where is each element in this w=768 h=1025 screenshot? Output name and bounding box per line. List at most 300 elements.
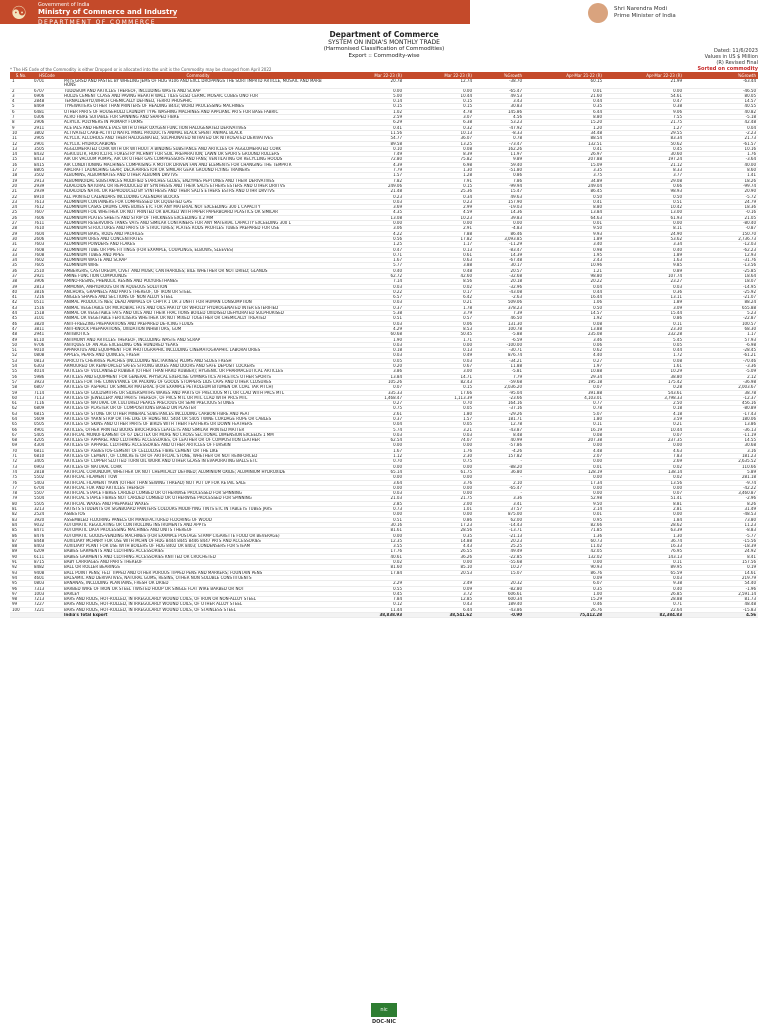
- table-cell: 0.17: [404, 289, 474, 294]
- department-label: DEPARTMENT OF COMMERCE: [38, 17, 177, 26]
- table-cell: 88.24: [684, 300, 758, 305]
- table-cell: ALKALOIDS NATRL OR REPRODUCED BY SYNTHESIS AND THEIR SALTS ETHERS ESTRS AND OTHR DRVTVS: [62, 189, 334, 194]
- table-cell: 2.50: [604, 401, 684, 406]
- column-header[interactable]: %Growth: [474, 72, 524, 79]
- table-cell: 1.84: [604, 517, 684, 522]
- table-cell: -73.47: [474, 141, 524, 146]
- column-header[interactable]: Mar 22-23 (R): [334, 72, 404, 79]
- table-cell: 0.41: [524, 199, 604, 204]
- table-cell: 1518: [32, 311, 62, 316]
- table-cell: 6707: [32, 88, 62, 93]
- column-header[interactable]: S.No.: [10, 72, 32, 79]
- table-cell: 157.82: [474, 454, 524, 459]
- table-cell: 11.97: [474, 152, 524, 157]
- table-cell: 36.07: [404, 136, 474, 141]
- table-cell: 44: [10, 311, 32, 316]
- table-cell: ALUMINIUM STRUCTURES AND PARTS OF STRUCTURES; PLATES RODS PROFILES TUBES PREPARED FOR USE: [62, 226, 334, 231]
- table-cell: BARLEY: [62, 591, 334, 596]
- table-cell: 3.72: [404, 591, 474, 596]
- table-cell: 8805: [32, 168, 62, 173]
- table-cell: 20.18: [474, 279, 524, 284]
- table-cell: 1.89: [604, 252, 684, 257]
- table-cell: 7313: [32, 586, 62, 591]
- table-cell: 0.05: [404, 422, 474, 427]
- table-cell: HOLDS CEMENT CLASS AND PAVING HEARTH WALL TILES GLSD CERMC MOSAIC CUBES ONO FOR: [62, 93, 334, 98]
- table-cell: 5: [10, 104, 32, 109]
- table-cell: 76: [10, 480, 32, 485]
- table-cell: 1.25: [334, 242, 404, 247]
- table-cell: 0.00: [334, 475, 404, 480]
- table-cell: 26.76: [524, 607, 604, 612]
- table-cell: 34: [10, 258, 32, 263]
- table-cell: 3.55: [334, 544, 404, 549]
- table-cell: 14: [10, 152, 32, 157]
- footnote: * The HS Code of the Commodity is either Dropped or is allocated into the unit is the Commodity may be changed from April 2022: [10, 67, 272, 72]
- table-cell: 9: [10, 125, 32, 130]
- table-cell: 13.08: [334, 215, 404, 220]
- table-cell: 1.61: [604, 364, 684, 369]
- table-cell: 9.50: [524, 501, 604, 506]
- table-cell: 150.70: [684, 231, 758, 236]
- table-cell: 0.32: [404, 125, 474, 130]
- table-cell: 7114: [32, 390, 62, 395]
- table-cell: 0.51: [334, 517, 404, 522]
- table-cell: 4.43: [404, 544, 474, 549]
- table-cell: -21.13: [474, 533, 524, 538]
- table-cell: 41: [10, 295, 32, 300]
- table-cell: 4.29: [334, 326, 404, 331]
- table-cell: 15.09: [524, 162, 604, 167]
- table-cell: 46: [10, 321, 32, 326]
- table-cell: 7.86: [474, 178, 524, 183]
- table-cell: -8.83: [684, 528, 758, 533]
- table-cell: 2.30: [404, 454, 474, 459]
- table-cell: 6.98: [404, 162, 474, 167]
- table-cell: -4.83: [474, 226, 524, 231]
- table-cell: 143.13: [604, 554, 684, 559]
- table-cell: 2848: [32, 99, 62, 104]
- table-cell: 5.89: [684, 469, 758, 474]
- table-cell: 1003: [32, 591, 62, 596]
- table-cell: -32.68: [474, 273, 524, 278]
- table-cell: 3: [10, 93, 32, 98]
- table-cell: 2813: [32, 284, 62, 289]
- table-cell: -63.44: [684, 79, 758, 88]
- table-cell: 5.23: [684, 311, 758, 316]
- table-cell: BABY CARRIAGES AND PARTS THEREOF: [62, 560, 334, 565]
- table-cell: ARTICLES OF CEMENT, OF CONCRETE OR OF ARTIFICIAL STONE, WHETHER OR NOT REINFORCED: [62, 454, 334, 459]
- table-cell: -5.72: [684, 194, 758, 199]
- table-cell: 0.20: [334, 364, 404, 369]
- table-cell: 1.76: [404, 448, 474, 453]
- table-cell: 0.13: [404, 348, 474, 353]
- table-cell: 96: [10, 586, 32, 591]
- table-cell: 3.46: [524, 337, 604, 342]
- table-cell: 0.78: [474, 136, 524, 141]
- table-cell: 1.63: [604, 258, 684, 263]
- table-cell: 3502: [32, 173, 62, 178]
- table-cell: AGGLOMERATED CORK WITH OR WITHOUT A BINDING SUBSTANCE AND ARTICLES OF AGGLOMERATED CORK: [62, 146, 334, 151]
- table-cell: 335.33: [334, 390, 404, 395]
- table-cell: 22.64: [604, 607, 684, 612]
- table-cell: AMMONIA, ANHYDROUS OR IN AQUEOUS SOLUTION: [62, 284, 334, 289]
- table-cell: 3.40: [524, 242, 604, 247]
- table-cell: 3213: [32, 507, 62, 512]
- table-cell: 4205: [32, 438, 62, 443]
- table-cell: ARTISTS STUDENTS OR SIGNBOARD PAINTERS COLOURS MODIFYING TINTS ETC IN TABLETS TUBES JARS: [62, 507, 334, 512]
- table-cell: 5.07: [524, 411, 604, 416]
- ministry-banner: [0, 0, 470, 24]
- table-cell: 181.71: [474, 417, 524, 422]
- table-cell: 0.00: [334, 88, 404, 93]
- table-cell: 73.80: [684, 517, 758, 522]
- table-cell: 600.34: [474, 597, 524, 602]
- table-cell: 8.53: [404, 326, 474, 331]
- table-cell: 49: [10, 337, 32, 342]
- table-cell: 10.16: [684, 146, 758, 151]
- table-cell: 8715: [32, 560, 62, 565]
- table-cell: 3.36: [474, 496, 524, 501]
- total-cell: -0.90: [474, 612, 524, 617]
- table-cell: 0.00: [404, 88, 474, 93]
- table-cell: 131.30: [474, 321, 524, 326]
- table-cell: -82.80: [474, 586, 524, 591]
- table-cell: -65.47: [474, 88, 524, 93]
- table-cell: 105.26: [334, 379, 404, 384]
- table-cell: 0.11: [604, 560, 684, 565]
- table-cell: 0.73: [334, 507, 404, 512]
- table-cell: 9010: [32, 348, 62, 353]
- table-cell: -5.81: [474, 369, 524, 374]
- table-cell: 4.35: [334, 210, 404, 215]
- table-cell: PRTS GRSD AND PASTEL BY WHELING JEMS OF HDG 9106 AND EXCL DROPPINGS THE SORT IMPRTD ARTICLE, MOSAIC AND MARB HONS: [62, 79, 334, 88]
- table-cell: 10.27: [474, 565, 524, 570]
- table-cell: 80: [10, 501, 32, 506]
- report-meta: [697, 48, 758, 72]
- table-cell: 47: [10, 326, 32, 331]
- table-cell: 8.81: [604, 501, 684, 506]
- table-cell: 0.12: [334, 602, 404, 607]
- table-cell: 5.77: [334, 263, 404, 268]
- table-cell: ARTIFICIAL STAPLE FIBRES CARDED COMBED OR OTHERWISE PROCESSED FOR SPINNING: [62, 491, 334, 496]
- table-cell: 62.72: [334, 273, 404, 278]
- table-cell: 62: [10, 406, 32, 411]
- total-cell: [32, 612, 62, 617]
- table-cell: 4.59: [404, 210, 474, 215]
- table-cell: 88: [10, 544, 32, 549]
- table-cell: 15.07: [474, 570, 524, 575]
- table-cell: -9.74: [684, 480, 758, 485]
- column-header[interactable]: Apr-Mar 21-22 (R): [524, 72, 604, 79]
- table-cell: 18: [10, 173, 32, 178]
- table-cell: 80.05: [684, 93, 758, 98]
- table-cell: 207.88: [524, 157, 604, 162]
- table-cell: 11.56: [334, 130, 404, 135]
- table-cell: 1.21: [524, 268, 604, 273]
- table-cell: 63: [10, 411, 32, 416]
- table-cell: 9032: [32, 522, 62, 527]
- table-cell: -19.03: [474, 205, 524, 210]
- table-cell: 40.99: [474, 438, 524, 443]
- column-header[interactable]: %Growth: [684, 72, 758, 79]
- table-cell: BALL POINT PENS; FELT TIPPED AND OTHER POROUS TIPPED PENS AND MARKERS; FOUNTAIN PENS: [62, 570, 334, 575]
- table-cell: 2.85: [334, 501, 404, 506]
- table-cell: 3802: [32, 130, 62, 135]
- table-cell: 0.00: [524, 485, 604, 490]
- table-cell: 0.09: [524, 575, 604, 580]
- table-cell: 4.63: [604, 448, 684, 453]
- table-cell: -0.16: [684, 210, 758, 215]
- table-cell: AIRCRAFT LAUNCHING GEAR; DECK-ARRESTOR OR SIMILAR GEAR GROUND FLYING TRAINERS: [62, 168, 334, 173]
- table-cell: -6.98: [684, 342, 758, 347]
- table-cell: -0.87: [684, 226, 758, 231]
- table-cell: 10: [10, 130, 32, 135]
- table-cell: 3.76: [404, 480, 474, 485]
- table-cell: 52: [10, 353, 32, 358]
- table-cell: 7.55: [604, 115, 684, 120]
- table-cell: 6.07: [524, 581, 604, 586]
- table-cell: 68: [10, 438, 32, 443]
- table-cell: 0.67: [404, 364, 474, 369]
- table-cell: 5405: [32, 432, 62, 437]
- table-cell: 0.03: [334, 284, 404, 289]
- table-cell: 2901: [32, 141, 62, 146]
- column-header[interactable]: Mar 22-23 (R): [404, 72, 474, 79]
- table-cell: -30.71: [474, 348, 524, 353]
- table-cell: 5609: [32, 417, 62, 422]
- table-cell: 0.08: [404, 146, 474, 151]
- table-cell: 0.77: [524, 401, 604, 406]
- table-cell: 60: [10, 395, 32, 400]
- table-cell: 189.40: [474, 602, 524, 607]
- table-cell: 0.00: [404, 342, 474, 347]
- table-cell: 61.93: [604, 215, 684, 220]
- table-cell: 30: [10, 236, 32, 241]
- table-cell: 0.70: [404, 401, 474, 406]
- table-cell: 5986: [32, 374, 62, 379]
- table-cell: 0.43: [404, 602, 474, 607]
- table-cell: 6.57: [334, 295, 404, 300]
- table-cell: 12.93: [684, 252, 758, 257]
- table-cell: 25: [10, 210, 32, 215]
- table-cell: 138.14: [604, 469, 684, 474]
- table-cell: 456.16: [684, 401, 758, 406]
- table-body: [10, 79, 758, 618]
- table-cell: -67.48: [474, 258, 524, 263]
- table-cell: 17.82: [404, 236, 474, 241]
- table-cell: 98.93: [604, 189, 684, 194]
- table-cell: 30.68: [684, 443, 758, 448]
- table-cell: 0.00: [334, 221, 404, 226]
- table-cell: 0.00: [404, 221, 474, 226]
- table-cell: -6.59: [474, 337, 524, 342]
- table-cell: -5.88: [474, 332, 524, 337]
- table-cell: 0.27: [524, 358, 604, 363]
- table-cell: 83: [10, 517, 32, 522]
- table-cell: -22.85: [474, 554, 524, 559]
- table-cell: 6.38: [404, 120, 474, 125]
- table-cell: 78: [10, 491, 32, 496]
- table-cell: 91: [10, 560, 32, 565]
- table-cell: -80.40: [684, 221, 758, 226]
- table-cell: 2913: [32, 178, 62, 183]
- table-cell: 35: [10, 263, 32, 268]
- table-cell: 1.36: [524, 533, 604, 538]
- table-cell: -31.76: [684, 258, 758, 263]
- table-cell: 0.04: [524, 284, 604, 289]
- table-cell: 8.80: [524, 205, 604, 210]
- table-cell: 3820: [32, 321, 62, 326]
- table-cell: 2.99: [404, 205, 474, 210]
- table-cell: BARBED WIRE OF IRON OR STEEL TWISTED HOOP OR SINGLE FLAT WIRE BARBED OR NOT: [62, 586, 334, 591]
- table-cell: 0306: [32, 115, 62, 120]
- table-cell: 49.49: [474, 549, 524, 554]
- table-cell: 5.74: [334, 427, 404, 432]
- table-cell: 21.75: [404, 496, 474, 501]
- table-cell: 67: [10, 432, 32, 437]
- table-cell: 0505: [32, 422, 62, 427]
- table-cell: 74.07: [404, 438, 474, 443]
- table-cell: 4.78: [404, 109, 474, 114]
- table-cell: 8482: [32, 565, 62, 570]
- table-cell: 0.07: [524, 385, 604, 390]
- table-cell: 26.97: [524, 152, 604, 157]
- table-cell: 0.00: [604, 443, 684, 448]
- table-cell: 875.00: [474, 512, 524, 517]
- table-cell: -37.16: [474, 406, 524, 411]
- table-cell: 9.50: [524, 226, 604, 231]
- table-cell: 0.62: [524, 348, 604, 353]
- table-cell: 0.44: [524, 289, 604, 294]
- table-cell: 21.03: [334, 496, 404, 501]
- table-cell: 16.44: [524, 295, 604, 300]
- table-cell: 3,460.87: [684, 491, 758, 496]
- table-cell: 5505: [32, 501, 62, 506]
- table-cell: 72: [10, 459, 32, 464]
- table-cell: 1.01: [404, 507, 474, 512]
- table-cell: 2,736.73: [684, 236, 758, 241]
- table-cell: 1.67: [334, 258, 404, 263]
- table-cell: 0.34: [404, 194, 474, 199]
- table-cell: 15.20: [524, 120, 604, 125]
- table-cell: 0.14: [334, 99, 404, 104]
- table-cell: 7607: [32, 210, 62, 215]
- table-cell: 81.60: [334, 565, 404, 570]
- table-cell: 36.74: [604, 538, 684, 543]
- table-cell: ANTIMONY AND ARTICLES THEREOF, INCLUDING WASTE AND SCRAP: [62, 337, 334, 342]
- table-cell: AUXILIARY MCHNRY FOR USE WITH MCHN OF HDG 8444 8445 8446 8447 PRTS AND ACCESSORIES: [62, 538, 334, 543]
- values-label: Values in US $ Million: [704, 54, 758, 60]
- total-row: [10, 612, 758, 617]
- table-cell: -42.22: [684, 485, 758, 490]
- table-cell: -: [474, 475, 524, 480]
- table-cell: 0.03: [604, 575, 684, 580]
- table-cell: -61.57: [684, 141, 758, 146]
- table-cell: 100.57: [684, 321, 758, 326]
- table-cell: 0.89: [604, 268, 684, 273]
- table-cell: 99: [10, 602, 32, 607]
- table-cell: 42.48: [684, 120, 758, 125]
- table-cell: ALBUMINS, ALBUMINATES AND OTHER ALBUMIN DRVTVS: [62, 173, 334, 178]
- table-cell: 8.56: [404, 279, 474, 284]
- table-cell: ALBUMINOIDAL SUBSTANCES MODIFIED STARCHES GLUES, ENZYMES PEPTONES AND THEIR DERIVATIVES: [62, 178, 334, 183]
- table-cell: -38.70: [474, 79, 524, 88]
- table-cell: 1.06: [524, 300, 604, 305]
- table-cell: 0.50: [604, 194, 684, 199]
- table-cell: 5403: [32, 480, 62, 485]
- table-cell: 0.00: [334, 464, 404, 469]
- table-cell: 4.40: [524, 353, 604, 358]
- total-cell: [10, 612, 32, 617]
- table-cell: 33: [10, 252, 32, 257]
- table-cell: 61.75: [404, 469, 474, 474]
- table-cell: 2.10: [474, 480, 524, 485]
- table-cell: ACRO FIBRE SUITABLE FOR SPINNING AND SHAPED FIBRE: [62, 115, 334, 120]
- table-cell: 8448: [32, 538, 62, 543]
- table-cell: 89: [10, 549, 32, 554]
- table-cell: 0.00: [404, 485, 474, 490]
- table-cell: 7604: [32, 231, 62, 236]
- table-cell: ARTICLES OF COPPER SLOTTED TURN OIL WORK AND OTHER GLASS IN EVAPORATING BALLS ETC: [62, 459, 334, 464]
- table-cell: 59.40: [474, 162, 524, 167]
- table-cell: -21.07: [684, 295, 758, 300]
- table-cell: 4.22: [334, 231, 404, 236]
- column-header[interactable]: Commodity: [62, 72, 334, 79]
- table-cell: 68.30: [684, 326, 758, 331]
- table-cell: 100.78: [474, 326, 524, 331]
- table-cell: 42: [10, 300, 32, 305]
- table-cell: 7.83: [604, 454, 684, 459]
- table-cell: 12: [10, 141, 32, 146]
- table-cell: 10.44: [404, 93, 474, 98]
- table-cell: 16.19: [524, 427, 604, 432]
- column-header[interactable]: HSCode: [32, 72, 62, 79]
- table-cell: ANCHORS, GRAPNELS AND PARTS THEREOF, OF IRON OR STEEL: [62, 289, 334, 294]
- title-line4: Export :: Commodity-wise: [348, 53, 420, 59]
- table-cell: -2.63: [474, 295, 524, 300]
- table-cell: 9.89: [474, 157, 524, 162]
- dated-label: Dated: 11/6/2023: [713, 48, 758, 54]
- table-cell: 59: [10, 390, 32, 395]
- table-cell: 12.35: [334, 538, 404, 543]
- table-cell: 1.30: [404, 168, 474, 173]
- table-cell: 0.75: [404, 459, 474, 464]
- table-cell: 0.46: [524, 602, 604, 607]
- table-cell: APRICOTS CHERRIES PEACHES (INCLUDING NECTARINES) PLUMS AND SLOES FRESH: [62, 358, 334, 363]
- table-cell: -59.68: [474, 379, 524, 384]
- table-cell: 0.00: [524, 491, 604, 496]
- table-cell: 16: [10, 162, 32, 167]
- table-cell: 2.91: [404, 226, 474, 231]
- table-cell: 10.96: [524, 263, 604, 268]
- table-cell: 0.15: [404, 385, 474, 390]
- nic-logo-icon: nic: [371, 1003, 397, 1017]
- table-cell: 20.23: [474, 538, 524, 543]
- trade-table: [10, 72, 758, 618]
- table-cell: 24.79: [684, 199, 758, 204]
- table-cell: 110.66: [684, 464, 758, 469]
- table-cell: ARTICLES OF ASBESTOS-CEMENT OF CELLULOSE FIBRE CEMENT OR THE LIKE: [62, 448, 334, 453]
- column-header[interactable]: Apr-Mar 22-23 (R): [604, 72, 684, 79]
- table-cell: 3.34: [604, 242, 684, 247]
- table-cell: -62.23: [684, 247, 758, 252]
- table-cell: 0.21: [604, 422, 684, 427]
- table-cell: 1.78: [404, 305, 474, 310]
- table-cell: 3.86: [334, 369, 404, 374]
- table-cell: 71: [10, 454, 32, 459]
- table-cell: OTHER PARTS OF HOUSEHOLD LAUNDRY TYPE WASHING MACHINES AND APPLIANC PRTS FOR BASE FABRIC: [62, 109, 334, 114]
- table-cell: 40.00: [684, 162, 758, 167]
